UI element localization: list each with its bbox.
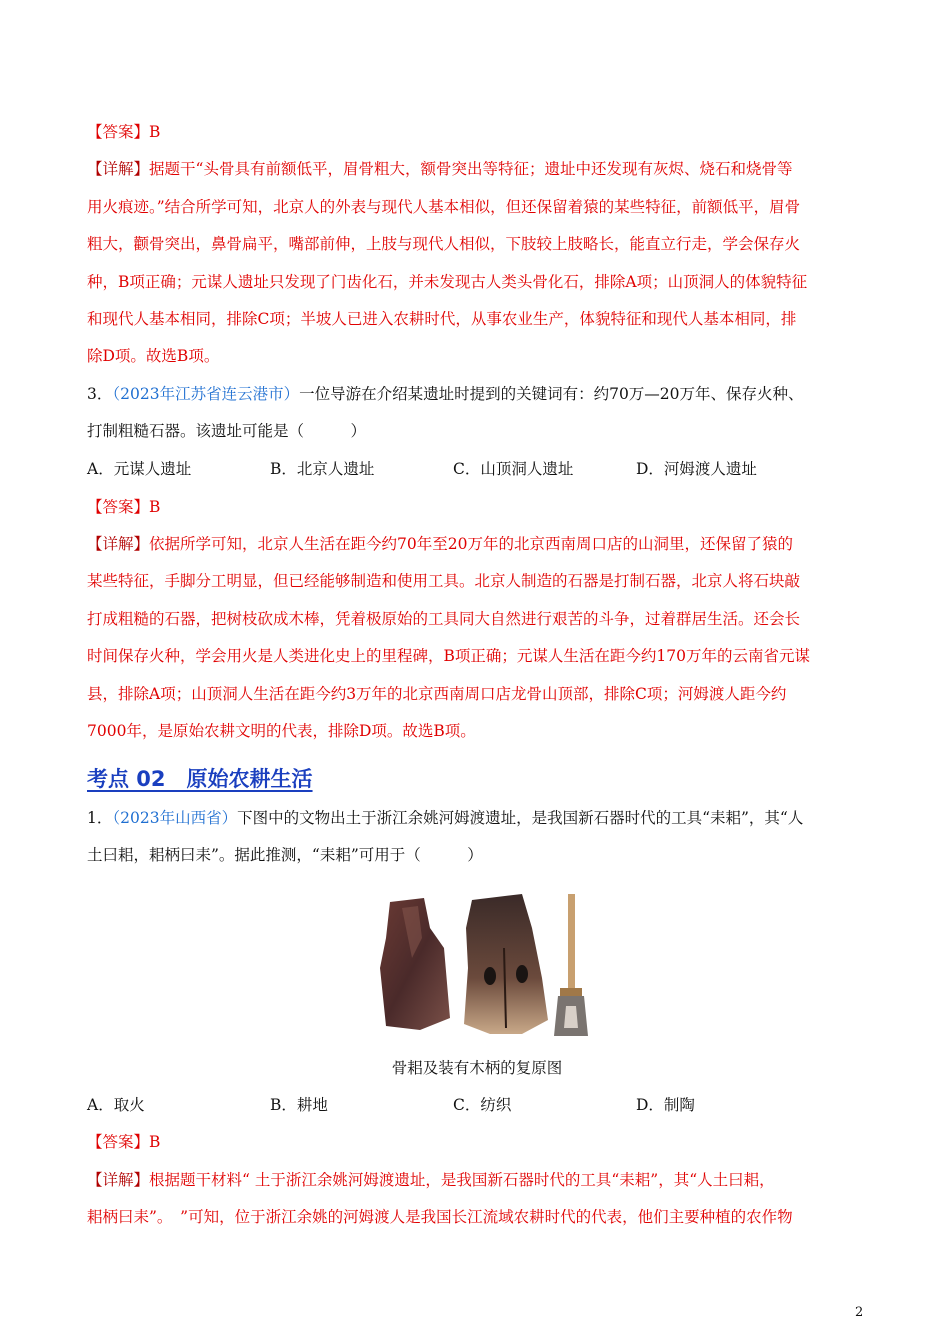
q1-option-d: D．制陶 <box>636 1096 695 1114</box>
prev-detail-line-5: 和现代人基本相同，排除C项；半坡人已进入农耕时代，从事农业生产，体貌特征和现代人基本相同，排 <box>87 310 797 328</box>
figure-caption: 骨耜及装有木柄的复原图 <box>391 1059 563 1077</box>
q3-stem-line-1: 3．（2023年江苏省连云港市）一位导游在介绍某遗址时提到的关键词有：约70万—20万年、保存火种、 <box>87 385 804 403</box>
q3-detail-line-2: 某些特征，手脚分工明显，但已经能够制造和使用工具。北京人制造的石器是打制石器，北京人将石块敲 <box>87 572 801 590</box>
q1-detail-line-1: 【详解】根据题干材料“ 土于浙江余姚河姆渡遗址，是我国新石器时代的工具“耒耜”，其“人土曰耜， <box>87 1171 775 1189</box>
q3-option-b: B．北京人遗址 <box>270 460 375 478</box>
prev-detail-line-3: 粗大，颧骨突出，鼻骨扁平，嘴部前伸，上肢与现代人相似，下肢较上肢略长，能直立行走，学会保存火 <box>87 235 801 253</box>
prev-detail-line-2: 用火痕迹。”结合所学可知，北京人的外表与现代人基本相似，但还保留着猿的某些特征，前额低平，眉骨 <box>87 198 801 216</box>
q3-detail-line-6: 7000年，是原始农耕文明的代表，排除D项。故选B项。 <box>87 722 476 740</box>
prev-detail-line-6: 除D项。故选B项。 <box>87 347 220 365</box>
section-heading: 考点 02 原始农耕生活 <box>87 767 313 791</box>
prev-answer: 【答案】B <box>87 123 161 141</box>
q1-option-c: C．纺织 <box>453 1096 512 1114</box>
q3-answer: 【答案】B <box>87 498 161 516</box>
q3-detail-line-4: 时间保存火种，学会用火是人类进化史上的里程碑，B项正确；元谋人生活在距今约170万年的云南省元谋 <box>87 647 810 665</box>
q1-option-b: B．耕地 <box>270 1096 328 1114</box>
q3-stem-line-2: 打制粗糙石器。该遗址可能是（ ） <box>87 422 367 440</box>
q3-option-d: D．河姆渡人遗址 <box>636 460 757 478</box>
page-number: 2 <box>855 1305 864 1320</box>
q1-stem-line-1: 1．（2023年山西省）下图中的文物出土于浙江余姚河姆渡遗址，是我国新石器时代的工具“耒耜”，其“人 <box>87 809 804 827</box>
bone-spade-figure <box>372 888 672 1038</box>
q3-detail-line-1: 【详解】依据所学可知，北京人生活在距今约70年至20万年的北京西南周口店的山洞里，还保留了猿的 <box>87 535 793 553</box>
q1-answer: 【答案】B <box>87 1133 161 1151</box>
q1-stem-line-2: 土曰耜，耜柄曰耒”。据此推测，“耒耜”可用于（ ） <box>87 846 483 864</box>
prev-detail-line-1: 【详解】据题干“头骨具有前额低平，眉骨粗大，额骨突出等特征；遗址中还发现有灰烬、烧石和烧骨等 <box>87 160 793 178</box>
q1-detail-line-2: 耜柄曰耒”。 ”可知，位于浙江余姚的河姆渡人是我国长江流域农耕时代的代表，他们主要种植的农作物 <box>87 1208 793 1226</box>
q3-source: （2023年江苏省连云港市） <box>112 385 300 403</box>
wooden-handle <box>568 894 575 994</box>
q3-option-c: C．山顶洞人遗址 <box>453 460 574 478</box>
q1-source: （2023年山西省） <box>112 809 238 827</box>
prev-detail-line-4: 种，B项正确；元谋人遗址只发现了门齿化石，并未发现古人类头骨化石，排除A项；山顶洞人的体貌特征 <box>87 273 808 291</box>
q3-detail-line-5: 县，排除A项；山顶洞人生活在距今约3万年的北京西南周口店龙骨山顶部，排除C项；河姆渡人距今约 <box>87 685 787 703</box>
q3-option-a: A．元谋人遗址 <box>87 460 192 478</box>
q3-detail-line-3: 打成粗糙的石器，把树枝砍成木棒，凭着极原始的工具同大自然进行艰苦的斗争，过着群居生活。还会长 <box>87 610 801 628</box>
q1-option-a: A．取火 <box>87 1096 145 1114</box>
